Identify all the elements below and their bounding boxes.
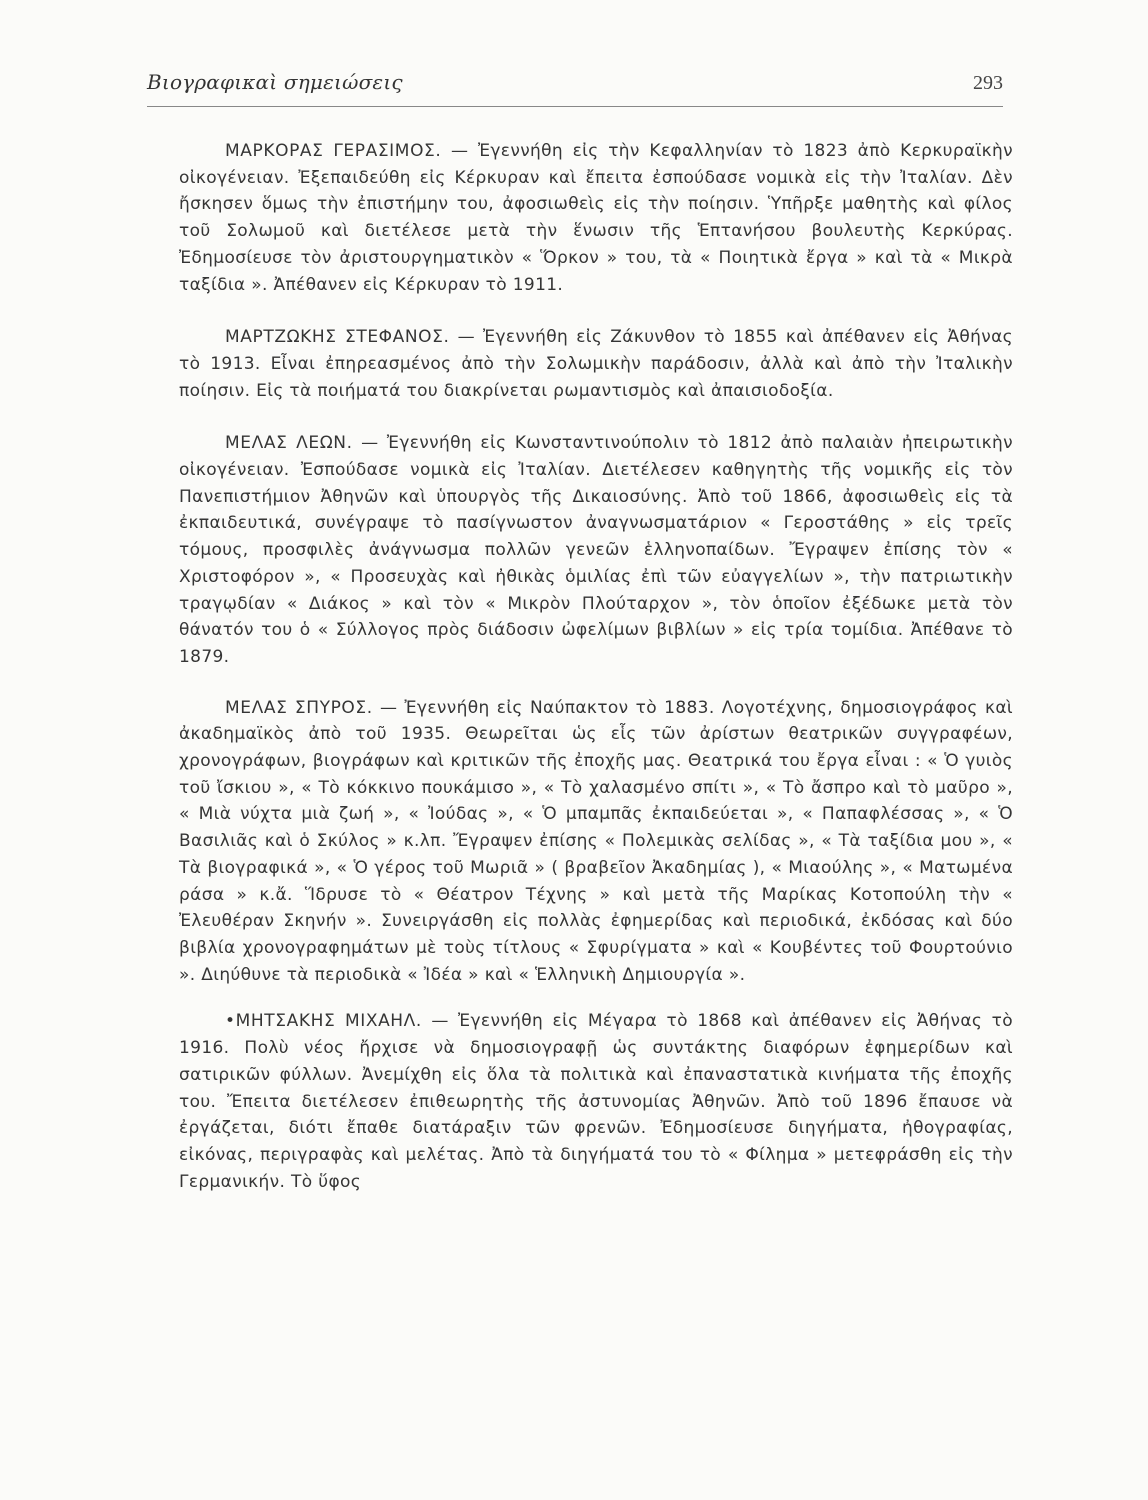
page-header [147, 70, 1003, 102]
biographical-notes [179, 138, 1013, 1221]
running-head: Βιογραφικαὶ σημειώσεις [147, 70, 403, 94]
entry-text: — Ἐγεννήθη εἰς Ζάκυνθον τὸ 1855 καὶ ἀπέθανεν εἰς Ἀθήνας τὸ 1913. Εἶναι ἐπηρεασμένος ἀπὸ τὴν Σολωμικὴν παράδοσιν, ἀλλὰ καὶ ἀπὸ τὴν Ἰταλικὴν ποίησιν. Εἰς τὰ ποιήματά του διακρίνεται ρωμαντισμὸς καὶ ἀπαισιοδοξία. [179, 327, 1013, 401]
header-rule [147, 106, 1003, 107]
entry-text: — Ἐγεννήθη εἰς Μέγαρα τὸ 1868 καὶ ἀπέθανεν εἰς Ἀθήνας τὸ 1916. Πολὺ νέος ἤρχισε νὰ δημοσιογραφῇ ὡς συντάκτης διαφόρων ἐφημερίδων καὶ σατιρικῶν φύλλων. Ἀνεμίχθη εἰς ὅλα τὰ πολιτικὰ καὶ ἐπαναστατικὰ κινήματα τῆς ἐποχῆς του. Ἔπειτα διετέλεσεν ἐπιθεωρητὴς τῆς ἀστυνομίας Ἀθηνῶν. Ἀπὸ τοῦ 1896 ἔπαυσε νὰ ἐργάζεται, διότι ἔπαθε διατάραξιν τῶν φρενῶν. Ἐδημοσίευσε διηγήματα, ἠθογραφίας, εἰκόνας, περιγραφὰς καὶ μελέτας. Ἀπὸ τὰ διηγήματά του τὸ « Φίλημα » μετεφράσθη εἰς τὴν Γερμανικήν. Τὸ ὕφος [179, 1011, 1013, 1192]
entry-text: — Ἐγεννήθη εἰς Ναύπακτον τὸ 1883. Λογοτέχνης, δημοσιογράφος καὶ ἀκαδημαϊκὸς ἀπὸ τοῦ 1935. Θεωρεῖται ὡς εἷς τῶν ἀρίστων θεατρικῶν συγγραφέων, χρονογράφων, βιογράφων καὶ κριτικῶν τῆς ἐποχῆς μας. Θεατρικά του ἔργα εἶναι : « Ὁ γυιὸς τοῦ ἴσκιου », « Τὸ κόκκινο πουκάμισο », « Τὸ χαλασμένο σπίτι », « Τὸ ἄσπρο καὶ τὸ μαῦρο », « Μιὰ νύχτα μιὰ ζωή », « Ἰούδας », « Ὁ μπαμπᾶς ἐκπαιδεύεται », « Παπαφλέσσας », « Ὁ Βασιλιᾶς καὶ ὁ Σκύλος » κ.λπ. Ἔγραψεν ἐπίσης « Πολεμικὰς σελίδας », « Τὰ ταξίδια μου », « Τὰ βιογραφικά », « Ὁ γέρος τοῦ Μωριᾶ » ( βραβεῖον Ἀκαδημίας ), « Μιαούλης », « Ματωμένα ράσα » κ.ἄ. Ἵδρυσε τὸ « Θέατρον Τέχνης » καὶ μετὰ τῆς Μαρίκας Κοτοπούλη τὴν « Ἐλευθέραν Σκηνήν ». Συνειργάσθη εἰς πολλὰς ἐφημερίδας καὶ περιοδικά, ἐκδόσας καὶ δύο βιβλία χρονογραφημάτων μὲ τοὺς τίτλους « Σφυρίγματα » καὶ « Κουβέντες τοῦ Φουρτούνιο ». Διηύθυνε τὰ περιοδικὰ « Ἰδέα » καὶ « Ἑλληνικὴ Δημιουργία ». [179, 697, 1013, 985]
entry-mitsakis-michail [179, 1008, 1013, 1195]
page-number: 293 [973, 72, 1003, 94]
entry-name: •ΜΗΤΣΑΚΗΣ ΜΙΧΑΗΛ. [225, 1011, 422, 1032]
entry-martzokis-stefanos [179, 324, 1013, 404]
entry-name: ΜΑΡΚΟΡΑΣ ΓΕΡΑΣΙΜΟΣ. [225, 141, 442, 161]
entry-name: ΜΕΛΑΣ ΛΕΩΝ. [225, 433, 353, 454]
entry-name: ΜΑΡΤΖΩΚΗΣ ΣΤΕΦΑΝΟΣ. [225, 327, 450, 348]
entry-markoras-gerasimos [179, 138, 1013, 298]
entry-text: — Ἐγεννήθη εἰς Κωνσταντινούπολιν τὸ 1812 ἀπὸ παλαιὰν ἠπειρωτικὴν οἰκογένειαν. Ἐσπούδασε νομικὰ εἰς Ἰταλίαν. Διετέλεσεν καθηγητὴς τῆς νομικῆς εἰς τὸν Πανεπιστήμιον Ἀθηνῶν καὶ ὑπουργὸς τῆς Δικαιοσύνης. Ἀπὸ τοῦ 1866, ἀφοσιωθεὶς εἰς τὰ ἐκπαιδευτικά, συνέγραψε τὸ πασίγνωστον ἀναγνωσματάριον « Γεροστάθης » εἰς τρεῖς τόμους, προσφιλὲς ἀνάγνωσμα πολλῶν γενεῶν ἑλληνοπαίδων. Ἔγραψεν ἐπίσης τὸν « Χριστοφόρον », « Προσευχὰς καὶ ἠθικὰς ὁμιλίας ἐπὶ τῶν εὐαγγελίων », τὴν πατριωτικὴν τραγῳδίαν « Διάκος » καὶ τὸν « Μικρὸν Πλούταρχον », τὸν ὁποῖον ἐξέδωκε μετὰ τὸν θάνατόν του ὁ « Σύλλογος πρὸς διάδοσιν ὠφελίμων βιβλίων » εἰς τρία τομίδια. Ἀπέθανε τὸ 1879. [179, 433, 1013, 667]
entry-melas-leon [179, 430, 1013, 670]
entry-text: — Ἐγεννήθη εἰς τὴν Κεφαλληνίαν τὸ 1823 ἀπὸ Κερκυραϊκὴν οἰκογένειαν. Ἐξεπαιδεύθη εἰς Κέρκυραν καὶ ἔπειτα ἐσπούδασε νομικὰ εἰς τὴν Ἰταλίαν. Δὲν ἤσκησεν ὅμως τὴν ἐπιστήμην του, ἀφοσιωθεὶς εἰς τὴν ποίησιν. Ὑπῆρξε μαθητὴς καὶ φίλος τοῦ Σολωμοῦ καὶ διετέλεσε μετὰ τὴν ἕνωσιν τῆς Ἑπτανήσου βουλευτὴς Κερκύρας. Ἐδημοσίευσε τὸν ἀριστουργηματικὸν « Ὅρκον » του, τὰ « Ποιητικὰ ἔργα » καὶ τὰ « Μικρὰ ταξίδια ». Ἀπέθανεν εἰς Κέρκυραν τὸ 1911. [179, 141, 1014, 295]
entry-name: ΜΕΛΑΣ ΣΠΥΡΟΣ. [225, 697, 373, 718]
entry-melas-spyros [179, 695, 1013, 989]
